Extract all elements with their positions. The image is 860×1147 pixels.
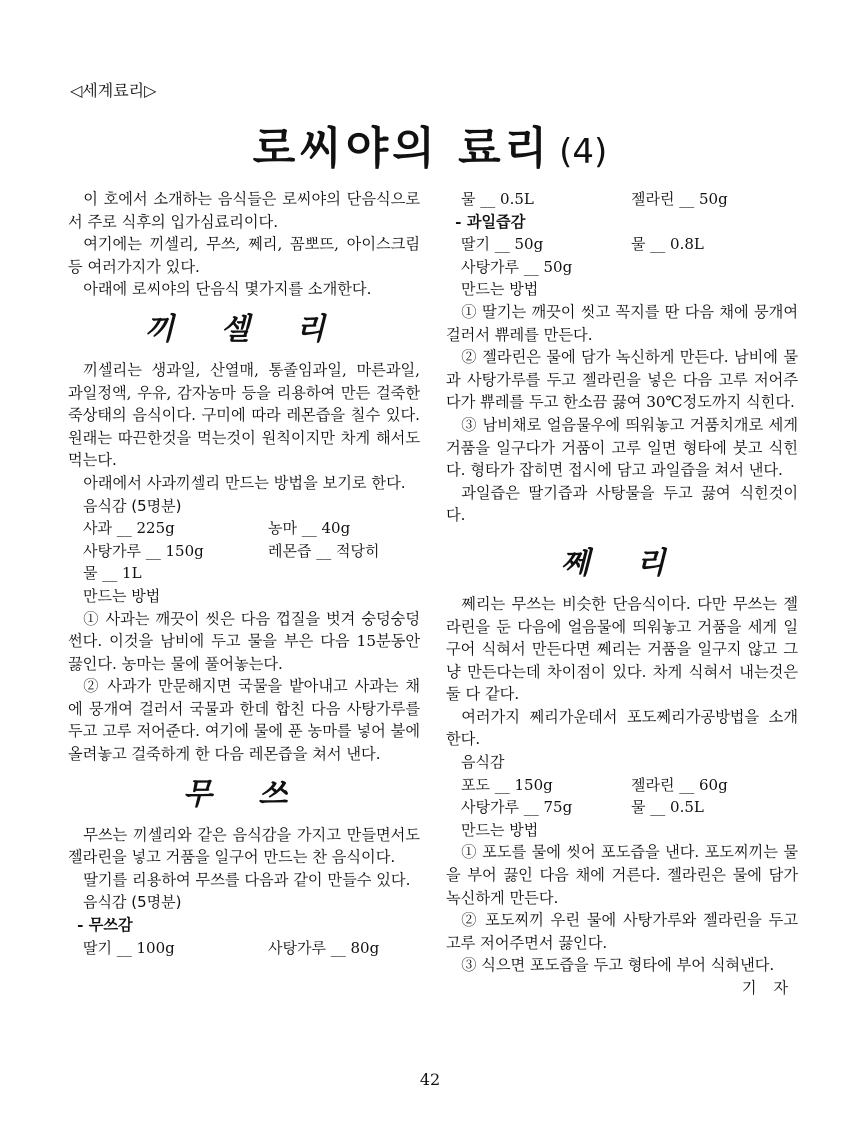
mousse-paragraph: 무쓰는 끼셀리와 같은 음식감을 가지고 만들면서도 젤라린을 넣고 거품을 일구어 만드는 찬 음식이다.: [68, 825, 420, 867]
ingredient: 물 __ 0.8L: [631, 235, 704, 254]
article-title: [0, 112, 860, 176]
ingredient: 포도 __ 150g: [461, 775, 553, 794]
intro-paragraph: 이 호에서 소개하는 음식들은 로씨야의 단음식으로서 주로 식후의 입가심료리이다.: [68, 190, 420, 231]
jelly-method-label: 만드는 방법: [461, 820, 539, 839]
right-column: [446, 188, 798, 1000]
mousse-step: ③ 남비채로 얼음물우에 띄워놓고 거품치개로 세게 거품을 일구다가 거품이 고루 일면 형타에 붓고 식힌다. 형타가 잡히면 접시에 담고 과일즙을 쳐서 낸다.: [446, 415, 798, 480]
jelly-step: ② 포도찌끼 우린 물에 사탕가루와 젤라린을 두고 고루 저어주면서 끓인다.: [446, 911, 798, 952]
ingredient-row: [446, 256, 798, 279]
kisel-step: ② 사과가 만문해지면 국물을 밭아내고 사과는 채에 뭉개여 걸러서 국물과 한데 합친 다음 사탕가루를 두고 고루 저어준다. 여기에 물에 푼 농마를 넣어 불에 올려놓고 걸죽하게 한 다음 레몬즙을 쳐서 낸다.: [68, 677, 420, 764]
mousse-step: ② 젤라린은 물에 담가 녹신하게 만든다. 남비에 물과 사탕가루를 두고 젤라린을 넣은 다음 고루 저어주다가 쀼레를 두고 한소끔 끓여 30℃정도까지 식힌다.: [446, 348, 798, 412]
ingredient: 물 __ 0.5L: [461, 190, 534, 208]
intro-paragraph: 여기에는 끼셀리, 무쓰, 쩨리, 꼼뽀뜨, 아이스크림 등 여러가지가 있다.: [68, 235, 420, 276]
ingredient: 사과 __ 225g: [83, 519, 175, 538]
jelly-ingredients-label: 음식감: [461, 753, 505, 772]
ingredient: 물 __ 0.5L: [631, 798, 704, 817]
ingredient: 사탕가루 __ 50g: [461, 257, 573, 276]
kisel-ingredients-label: 음식감 (5명분): [83, 496, 182, 515]
kisel-paragraph: 끼셀리는 생과일, 산열매, 통졸임과일, 마른과일, 과일정액, 우유, 감자농마 등을 리용하여 만든 걸죽한 죽상태의 음식이다. 구미에 따라 레몬즙을 칠수 있다. 원래는 따끈한것을 먹는것이 원칙이지만 차게 해서도 먹는다.: [68, 360, 420, 470]
ingredient: 사탕가루 __ 80g: [268, 938, 380, 957]
left-column: [68, 188, 420, 959]
ingredient: 젤라린 __ 60g: [631, 775, 728, 794]
jelly-step: ① 포도를 물에 씻어 포도즙을 낸다. 포도찌끼는 물을 부어 끓인 다음 채에 거른다. 젤라린은 물에 담가 녹신하게 만든다.: [446, 843, 798, 907]
mousse-group-label: - 무쓰감: [77, 916, 133, 935]
ingredient: 젤라린 __ 50g: [631, 190, 728, 208]
section-tag: ◁세계료리▷: [70, 81, 157, 100]
title-number: (4): [559, 132, 608, 172]
ingredient: 물 __ 1L: [83, 564, 142, 583]
ingredient: 딸기 __ 50g: [461, 235, 544, 254]
jelly-paragraph: 여러가지 쩨리가운데서 포도쩨리가공방법을 소개한다.: [446, 707, 798, 749]
intro-paragraph: 아래에 로씨야의 단음식 몇가지를 소개한다.: [83, 280, 372, 299]
mousse-ingredients-label: 음식감 (5명분): [83, 893, 182, 912]
ingredient-row: [446, 233, 798, 256]
mousse-group-label: - 과일즙감: [455, 212, 526, 231]
ingredient: 사탕가루 __ 75g: [461, 798, 573, 817]
ingredient: 레몬즙 __ 적당히: [268, 541, 380, 560]
jelly-step: ③ 식으면 포도즙을 두고 형타에 부어 식혀낸다.: [461, 956, 775, 975]
ingredient-row: [68, 562, 420, 585]
mousse-paragraph: 딸기를 리용하여 무쓰를 다음과 같이 만들수 있다.: [83, 870, 411, 889]
jelly-heading: 쩨 리: [560, 545, 684, 581]
ingredient-row: [446, 188, 798, 211]
ingredient-row: [68, 517, 420, 540]
ingredient-row: [68, 937, 420, 960]
ingredient-row: [446, 796, 798, 819]
kisel-heading: 끼 셀 리: [145, 311, 343, 347]
ingredient: 농마 __ 40g: [268, 519, 351, 538]
ingredient: 사탕가루 __ 150g: [83, 541, 204, 560]
ingredient-row: [446, 774, 798, 797]
mousse-heading: 무 쓰: [182, 776, 306, 812]
mousse-step: 과일즙은 딸기즙과 사탕물을 두고 끓여 식힌것이다.: [446, 483, 798, 525]
ingredient: 딸기 __ 100g: [83, 938, 175, 957]
kisel-step: ① 사과는 깨끗이 씻은 다음 껍질을 벗겨 숭덩숭덩 썬다. 이것을 남비에 두고 물을 부은 다음 15분동안 끓인다. 농마는 물에 풀어놓는다.: [68, 609, 420, 673]
title-main: 로씨야의 료리: [252, 123, 552, 174]
jelly-paragraph: 쩨리는 무쓰는 비슷한 단음식이다. 다만 무쓰는 젤라린을 둔 다음에 얼음물에 띄워놓고 거품을 세게 일구어 식혀서 만든다면 쩨리는 거품을 일구지 않고 그냥 만든다는데 차이점이 있다. 차게 식혀서 내는것은 둘 다 같다.: [446, 594, 798, 704]
reporter-byline: 기 자: [741, 979, 794, 997]
page-number: 42: [419, 1070, 441, 1089]
ingredient-row: [68, 540, 420, 563]
kisel-paragraph: 아래에서 사과끼셀리 만드는 방법을 보기로 한다.: [83, 473, 406, 492]
mousse-step: ① 딸기는 깨끗이 씻고 꼭지를 딴 다음 채에 뭉개여 걸러서 쀼레를 만든다.: [446, 302, 798, 344]
mousse-method-label: 만드는 방법: [461, 280, 539, 299]
kisel-method-label: 만드는 방법: [83, 586, 161, 605]
